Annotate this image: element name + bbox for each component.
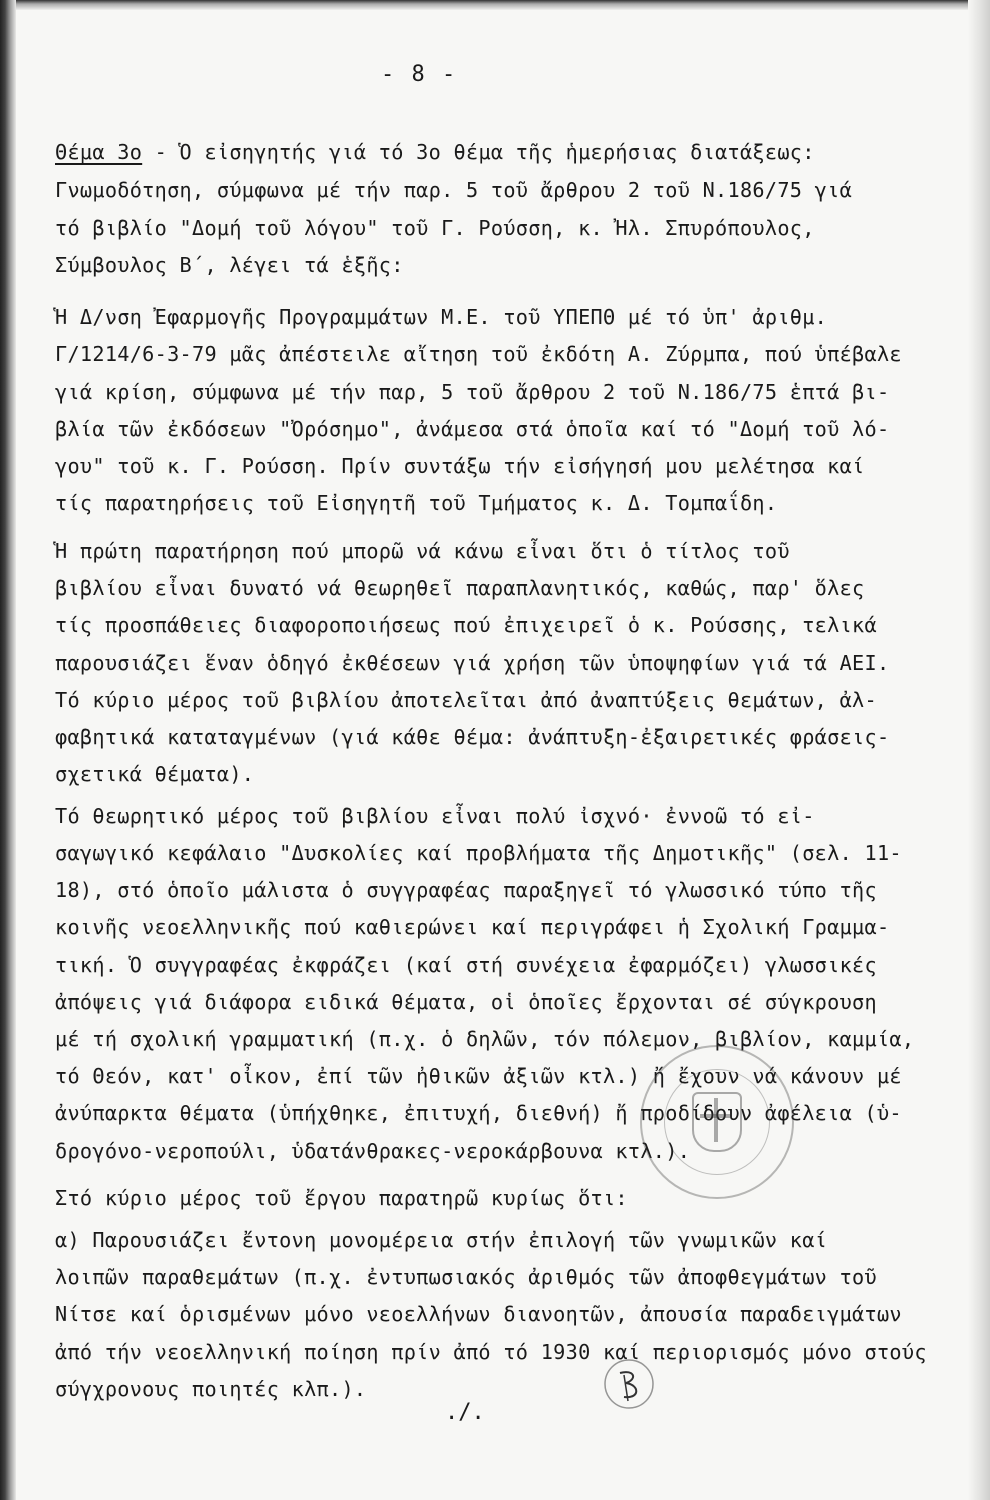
continuation-mark: ./.	[445, 1400, 485, 1425]
heading-label: Θέμα 3ο	[55, 140, 143, 164]
text-line: γιά κρίση, σύμφωνα μέ τήν παρ, 5 τοῦ ἄρθρου 2 τοῦ Ν.186/75 ἑπτά βι-	[55, 380, 890, 404]
text-line: τό Θεόν, κατ' οἶκον, ἐπί τῶν ἠθικῶν ἀξιῶν κτλ.) ἤ ἔχουν νά κάνουν μέ	[55, 1064, 902, 1088]
text-line: Ἡ Δ/νση Ἐφαρμογῆς Προγραμμάτων Μ.Ε. τοῦ ΥΠΕΠΘ μέ τό ὑπ' ἀριθμ.	[55, 305, 828, 329]
text-line: Γ/1214/6-3-79 μᾶς ἀπέστειλε αἴτηση τοῦ ἐκδότη Α. Ζύρμπα, πού ὑπέβαλε	[55, 342, 902, 366]
text-line: λοιπῶν παραθεμάτων (π.χ. ἐντυπωσιακός ἀριθμός τῶν ἀποφθεγμάτων τοῦ	[55, 1265, 877, 1289]
text-line: Ἡ πρώτη παρατήρηση πού μπορῶ νά κάνω εἶναι ὅτι ὁ τίτλος τοῦ	[55, 539, 790, 563]
official-stamp	[640, 1045, 794, 1199]
text-line: τό βιβλίο "Δομή τοῦ λόγου" τοῦ Γ. Ρούσση, κ. Ἠλ. Σπυρόπουλος,	[55, 216, 815, 240]
text-line: Γνωμοδότηση, σύμφωνα μέ τήν παρ. 5 τοῦ ἄρθρου 2 τοῦ Ν.186/75 γιά	[55, 178, 853, 202]
text-line: τίς προσπάθειες διαφοροποιήσεως πού ἐπιχειρεῖ ὁ κ. Ρούσσης, τελικά	[55, 613, 877, 637]
text-line: τίς παρατηρήσεις τοῦ Εἰσηγητῆ τοῦ Τμήματος κ. Δ. Τομπαΐδη.	[55, 491, 778, 515]
handwritten-initials-icon	[600, 1355, 658, 1413]
text-line: φαβητικά καταταγμένων (γιά κάθε θέμα: ἀνάπτυξη-ἐξαιρετικές φράσεις-	[55, 725, 890, 749]
text-line: σύγχρονους ποιητές κλπ.).	[55, 1377, 367, 1401]
coat-of-arms-icon	[692, 1092, 742, 1152]
text-line	[55, 140, 935, 164]
text-line: Στό κύριο μέρος τοῦ ἔργου παρατηρῶ κυρίως ὅτι:	[55, 1186, 628, 1210]
text-line: τική. Ὁ συγγραφέας ἐκφράζει (καί στή συνέχεια ἐφαρμόζει) γλωσσικές	[55, 953, 877, 977]
text-line: κοινῆς νεοελληνικῆς πού καθιερώνει καί περιγράφει ἡ Σχολική Γραμμα-	[55, 915, 890, 939]
page-number: - 8 -	[381, 62, 458, 87]
text-line: ἀπό τήν νεοελληνική ποίηση πρίν ἀπό τό 1930 καί περιορισμός μόνο στούς	[55, 1340, 927, 1364]
text-line: α) Παρουσιάζει ἔντονη μονομέρεια στήν ἐπιλογή τῶν γνωμικῶν καί	[55, 1228, 828, 1252]
scan-left-edge	[0, 0, 16, 1500]
text-line: παρουσιάζει ἕναν ὁδηγό ἐκθέσεων γιά χρήση τῶν ὑποψηφίων γιά τά ΑΕΙ.	[55, 651, 890, 675]
text-line: Νίτσε καί ὁρισμένων μόνο νεοελλήνων διανοητῶν, ἀπουσία παραδειγμάτων	[55, 1302, 902, 1326]
text-line: βιβλίου εἶναι δυνατό νά θεωρηθεῖ παραπλανητικός, καθώς, παρ' ὅλες	[55, 576, 865, 600]
text-line: μέ τή σχολική γραμματική (π.χ. ὁ δηλῶν, τόν πόλεμον, βιβλίον, καμμία,	[55, 1027, 915, 1051]
text-line: 18), στό ὁποῖο μάλιστα ὁ συγγραφέας παραξηγεῖ τό γλωσσικό τύπο τῆς	[55, 878, 877, 902]
heading-text: - Ὁ εἰσηγητής γιά τό 3ο θέμα τῆς ἡμερήσιας διατάξεως:	[142, 140, 815, 164]
text-line: Σύμβουλος Β΄, λέγει τά ἑξῆς:	[55, 253, 404, 277]
text-line: σαγωγικό κεφάλαιο "Δυσκολίες καί προβλήματα τῆς Δημοτικῆς" (σελ. 11-	[55, 841, 902, 865]
scan-top-edge	[0, 0, 990, 10]
text-line: Τό κύριο μέρος τοῦ βιβλίου ἀποτελεῖται ἀπό ἀναπτύξεις θεμάτων, ἀλ-	[55, 688, 877, 712]
text-line: βλία τῶν ἐκδόσεων "Ὀρόσημο", ἀνάμεσα στά ὁποῖα καί τό "Δομή τοῦ λό-	[55, 417, 890, 441]
text-line: σχετικά θέματα).	[55, 762, 255, 786]
text-line: ἀπόψεις γιά διάφορα ειδικά θέματα, οἱ ὁποῖες ἔρχονται σέ σύγκρουση	[55, 990, 877, 1014]
text-line: Τό θεωρητικό μέρος τοῦ βιβλίου εἶναι πολύ ἰσχνό· ἐννοῶ τό εἰ-	[55, 804, 815, 828]
text-line: γου" τοῦ κ. Γ. Ρούσση. Πρίν συντάξω τήν εἰσήγησή μου μελέτησα καί	[55, 454, 865, 478]
text-line: δρογόνο-νεροπούλι, ὑδατάνθρακες-νεροκάρβουνα κτλ.).	[55, 1139, 691, 1163]
text-line: ἀνύπαρκτα θέματα (ὑπήχθηκε, ἐπιτυχή, διεθνή) ἤ προδίδουν ἀφέλεια (ὑ-	[55, 1101, 902, 1125]
scan-right-edge	[968, 0, 990, 1500]
